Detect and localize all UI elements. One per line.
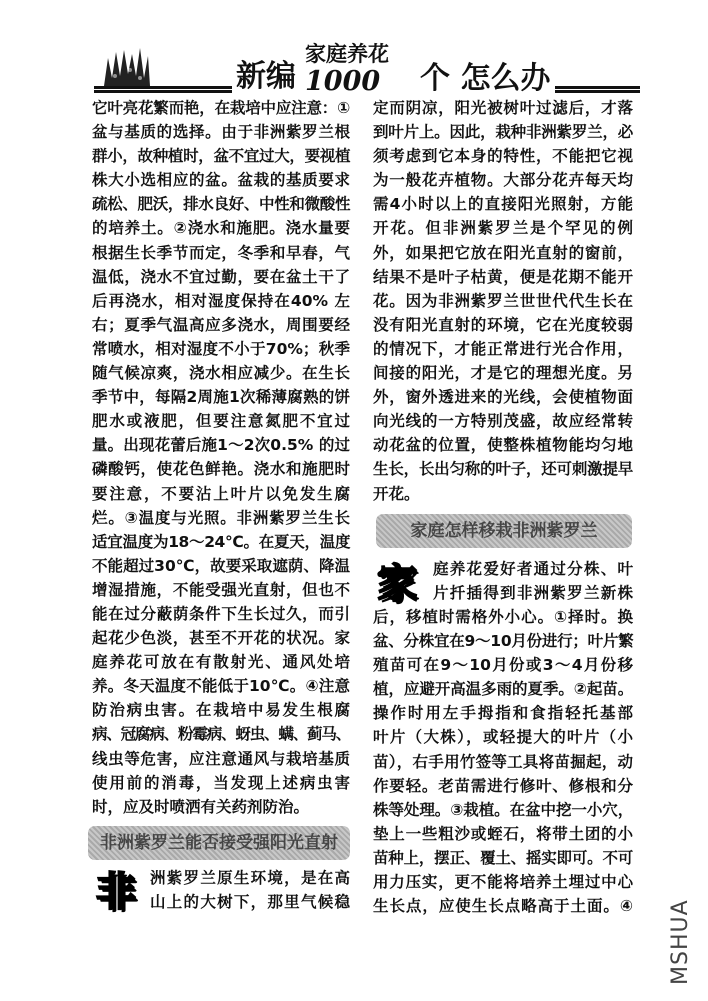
text-line: 开花。 (373, 484, 420, 503)
text-line: 操作时用左手拇指和食指轻托基部 (373, 704, 633, 723)
section-transplant-intro (433, 557, 633, 605)
text-line: 株大小选相应的盆。盆栽的基质要求 (92, 171, 350, 190)
text-line: 生长，长出匀称的叶子，还可刺激提早 (373, 460, 633, 479)
section-sunlight-text (150, 866, 350, 914)
title-number: 1000 (305, 66, 381, 97)
text-line: 植，应避开高温多雨的夏季。②起苗。 (373, 680, 633, 699)
text-line: 外，如果把它放在阳光直射的窗前， (373, 243, 633, 262)
text-line: 季节中，每隔2周施1次稀薄腐熟的饼 (92, 388, 350, 407)
text-line: 向光线的一方特别茂盛，故应经常转 (373, 412, 633, 431)
title-how: 个 怎么办 (420, 61, 551, 96)
text-line: 防治病虫害。在栽培中易发生根腐 (92, 701, 350, 720)
text-line: 的培养土。②浇水和施肥。浇水量要 (92, 219, 350, 238)
text-line: 苗），右手用竹签等工具将苗掘起，动 (373, 752, 633, 771)
text-line: 养。冬天温度不能低于10℃。④注意 (92, 677, 350, 696)
text-line: 要注意，不要沾上叶片以免发生腐 (92, 484, 350, 503)
text-line: 庭养花可放在有散射光、通风处培 (92, 653, 350, 672)
text-line: 不能超过30℃，故要采取遮荫、降温 (92, 556, 350, 575)
text-line: 定而阴凉，阳光被树叶过滤后，才落 (373, 99, 633, 117)
text-line: 后再浇水，相对湿度保持在40% 左 (92, 291, 350, 310)
text-line: 叶片（大株），或轻提大的叶片（小 (373, 728, 633, 747)
text-line: 群小，故种植时，盆不宜过大，要视植 (92, 147, 350, 166)
text-line: 用力压实，更不能将培养土埋过中心 (373, 873, 633, 892)
dropcap-jia: 家 (377, 561, 417, 607)
text-line: 适宜温度为18～24℃。在夏天，温度 (92, 532, 350, 551)
text-line: 殖苗可在9～10月份或3～4月份移 (373, 656, 633, 675)
text-line: 需4小时以上的直接阳光照射，方能 (373, 195, 633, 214)
text-line: 随气候凉爽，浇水相应减少。在生长 (92, 364, 350, 383)
text-line: 盆、分株宜在9～10月份进行；叶片繁 (373, 632, 634, 651)
text-line: 根据生长季节而定，冬季和早春，气 (92, 243, 350, 262)
text-line: 须考虑到它本身的特性，不能把它视 (373, 147, 633, 166)
text-line: 右；夏季气温高应多浇水，周围要经 (92, 315, 350, 334)
section-transplant-text (373, 605, 633, 918)
text-line: 片扦插得到非洲紫罗兰新株 (433, 584, 633, 603)
text-line: 疏松、肥沃，排水良好、中性和微酸性 (92, 195, 350, 214)
text-line: 庭养花爱好者通过分株、叶 (433, 560, 633, 578)
title-topic: 家庭养花 (305, 41, 389, 66)
text-line: 开花。但非洲紫罗兰是个罕见的例 (373, 219, 633, 238)
left-column (92, 96, 350, 819)
text-line: 到叶片上。因此，栽种非洲紫罗兰，必 (373, 123, 633, 142)
text-line: 间接的阳光，才是它的理想光度。另 (373, 364, 633, 383)
text-line: 线虫等危害，应注意通风与栽培基质 (92, 749, 350, 768)
text-line: 为一般花卉植物。大部分花卉每天均 (373, 171, 633, 190)
dropcap-fei: 非 (96, 869, 136, 915)
text-line: 常喷水，相对湿度不小于70%；秋季 (92, 339, 350, 358)
text-line: 作要轻。老苗需进行修叶、修根和分 (373, 776, 633, 795)
header-rule-right (555, 86, 640, 90)
text-line: 没有阳光直射的环境，它在光度较弱 (373, 315, 633, 334)
text-line: 温低，浇水不宜过勤，要在盆土干了 (92, 267, 350, 286)
header-rule-left (94, 86, 232, 90)
text-line: 株等处理。③栽植。在盆中挖一小穴， (373, 800, 633, 819)
text-line: 的情况下，才能正常进行光合作用， (373, 339, 633, 358)
text-line: 使用前的消毒，当发现上述病虫害 (92, 773, 350, 792)
text-line: 磷酸钙，使花色鲜艳。浇水和施肥时 (92, 460, 350, 479)
text-line: 结果不是叶子枯黄，便是花期不能开 (373, 267, 633, 286)
text-line: 盆与基质的选择。由于非洲紫罗兰根 (92, 123, 350, 142)
text-line: 苗种上，摆正、覆土、摇实即可。不可 (373, 848, 633, 867)
plant-icon (100, 48, 154, 88)
text-line: 动花盆的位置，使整株植物能均匀地 (373, 436, 633, 455)
text-line: 肥水或液肥，但要注意氮肥不宜过 (92, 412, 350, 431)
text-line: 增湿措施，不能受强光直射，但也不 (92, 580, 350, 599)
text-line: 外，窗外透进来的光线，会使植物面 (373, 388, 633, 407)
text-line: 量。出现花蕾后施1～2次0.5% 的过 (92, 436, 350, 455)
text-line: 垫上一些粗沙或蛭石，将带土团的小 (373, 824, 633, 843)
text-line: 生长点，应使生长点略高于土面。④ (373, 897, 633, 916)
text-line: 病、冠腐病、粉霉病、蚜虫、螨、蓟马、 (92, 725, 350, 744)
text-line: 后，移植时需格外小心。①择时。换 (373, 608, 633, 626)
watermark: MSHUA (668, 899, 693, 985)
text-line: 时，应及时喷洒有关药剂防治。 (92, 797, 310, 816)
text-line: 洲紫罗兰原生环境，是在高 (150, 869, 350, 887)
section-heading-transplant: 家庭怎样移栽非洲紫罗兰 (376, 514, 632, 548)
text-line: 花。因为非洲紫罗兰世世代代生长在 (373, 291, 633, 310)
title-new: 新编 (236, 59, 296, 94)
section-heading-sunlight: 非洲紫罗兰能否接受强阳光直射 (88, 826, 350, 860)
text-line: 能在过分蔽荫条件下生长过久，而引 (92, 604, 350, 623)
text-line: 它叶亮花繁而艳，在栽培中应注意：① (92, 99, 350, 117)
right-column (373, 96, 633, 506)
text-line: 烂。③温度与光照。非洲紫罗兰生长 (92, 508, 350, 527)
text-line: 起花少色淡，甚至不开花的状况。家 (92, 629, 350, 648)
text-line: 山上的大树下，那里气候稳 (150, 893, 350, 912)
